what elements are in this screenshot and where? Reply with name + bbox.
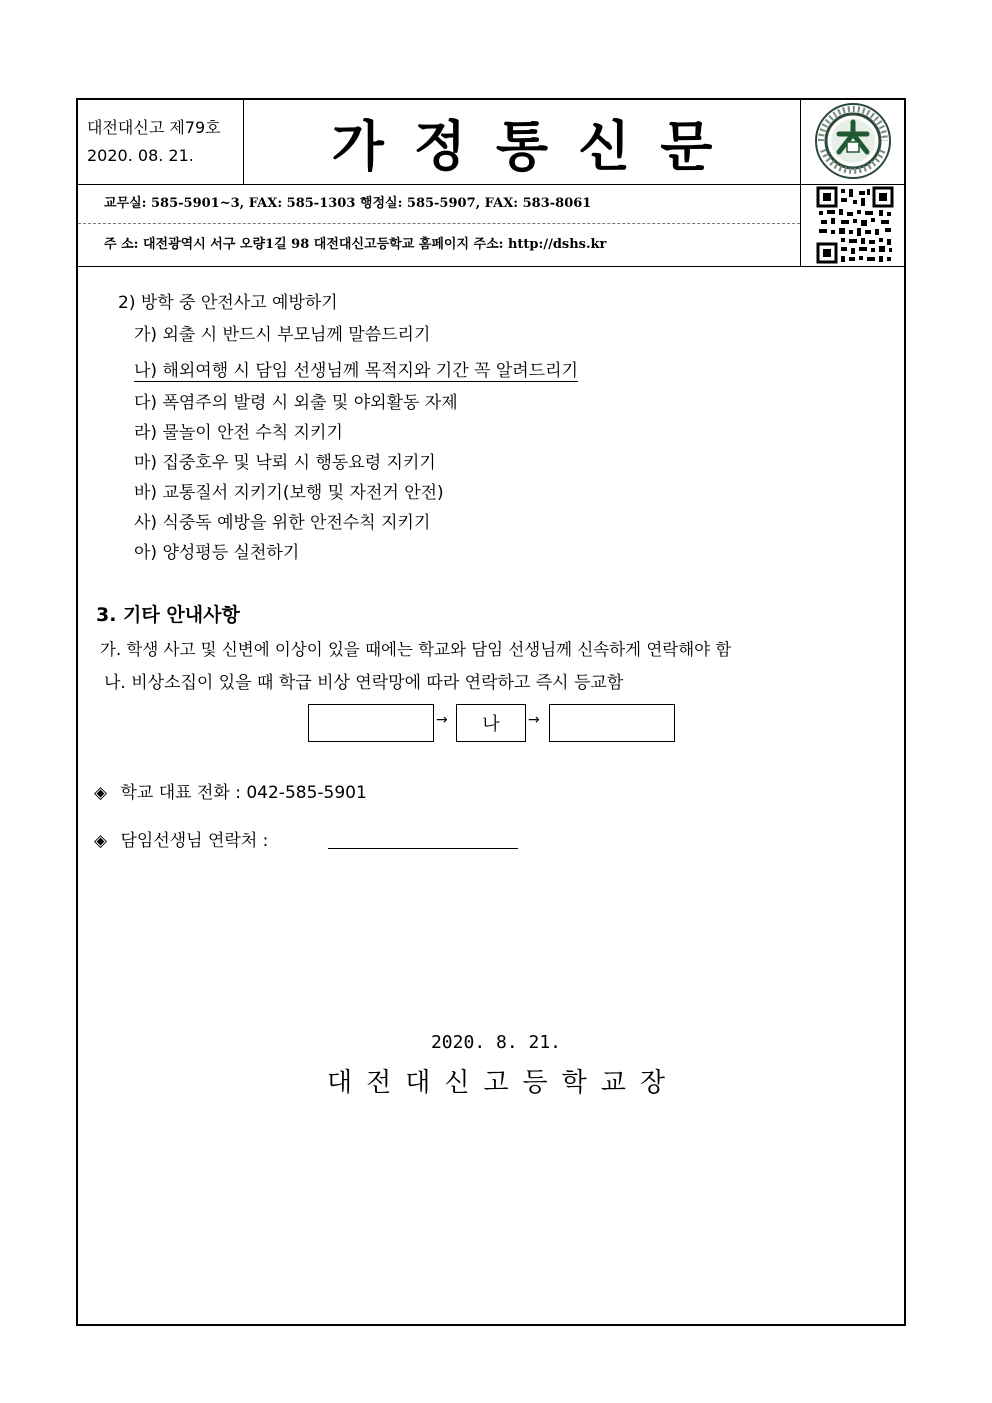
school-emblem-icon: [801, 100, 905, 184]
safety-item: 사) 식중독 예방을 위한 안전수칙 지키기: [134, 513, 431, 533]
safety-item: 라) 물놀이 안전 수칙 지키기: [134, 423, 343, 443]
qr-cell: [800, 184, 904, 266]
header-divider: [78, 266, 904, 267]
school-phone-line: [94, 778, 367, 803]
qr-code-icon: [801, 184, 905, 266]
document-title: 가정통신문: [331, 113, 743, 178]
notice-item-a: 가. 학생 사고 및 신변에 이상이 있을 때에는 학교와 담임 선생님께 신속하게 연락해야 함: [100, 640, 732, 659]
issue-date-footer: 2020. 8. 21.: [430, 1032, 562, 1053]
teacher-contact-label: 담임선생님 연락처 :: [120, 831, 269, 851]
school-phone: 학교 대표 전화 : 042-585-5901: [120, 783, 367, 803]
diamond-bullet-icon: ◈: [94, 783, 108, 803]
section2-subtitle: 2) 방학 중 안전사고 예방하기: [118, 293, 338, 313]
contact-line: 교무실: 585-5901~3, FAX: 585-1303 행정실: 585-5907, FAX: 583-8061: [78, 184, 800, 224]
issue-number: 대전대신고 제79호: [87, 118, 221, 137]
safety-item: 바) 교통질서 지키기(보행 및 자전거 안전): [134, 483, 444, 503]
notice-item-b: 나. 비상소집이 있을 때 학급 비상 연락망에 따라 연락하고 즉시 등교함: [104, 673, 624, 693]
contact-flow-box-1: [308, 704, 434, 742]
issue-info: [78, 100, 244, 184]
address-line: 주 소: 대전광역시 서구 오량1길 98 대전대신고등학교 홈페이지 주소: http://dshs.kr: [104, 237, 607, 252]
contact-flow-box-2: 나: [456, 704, 526, 742]
safety-item: 아) 양성평등 실천하기: [134, 543, 300, 563]
flow-arrow-icon: →: [436, 712, 448, 728]
teacher-contact-line: [94, 826, 268, 851]
contact-flow-box-3: [549, 704, 675, 742]
safety-item: 나) 해외여행 시 담임 선생님께 목적지와 기간 꼭 알려드리기: [134, 361, 578, 381]
section3-title: 3. 기타 안내사항: [96, 604, 240, 626]
issue-date: 2020. 08. 21.: [87, 146, 194, 165]
header-top-row: [78, 100, 904, 185]
signer: 대전대신고등학교장: [326, 1068, 680, 1098]
safety-item: 다) 폭염주의 발령 시 외출 및 야외활동 자제: [134, 393, 458, 413]
safety-item: 가) 외출 시 반드시 부모님께 말씀드리기: [134, 325, 431, 345]
safety-item: 마) 집중호우 및 낙뢰 시 행동요령 지키기: [134, 453, 436, 473]
logo-cell: [800, 100, 904, 184]
diamond-bullet-icon: ◈: [94, 831, 108, 851]
teacher-contact-blank: [328, 848, 518, 849]
flow-arrow-icon: →: [528, 712, 540, 728]
